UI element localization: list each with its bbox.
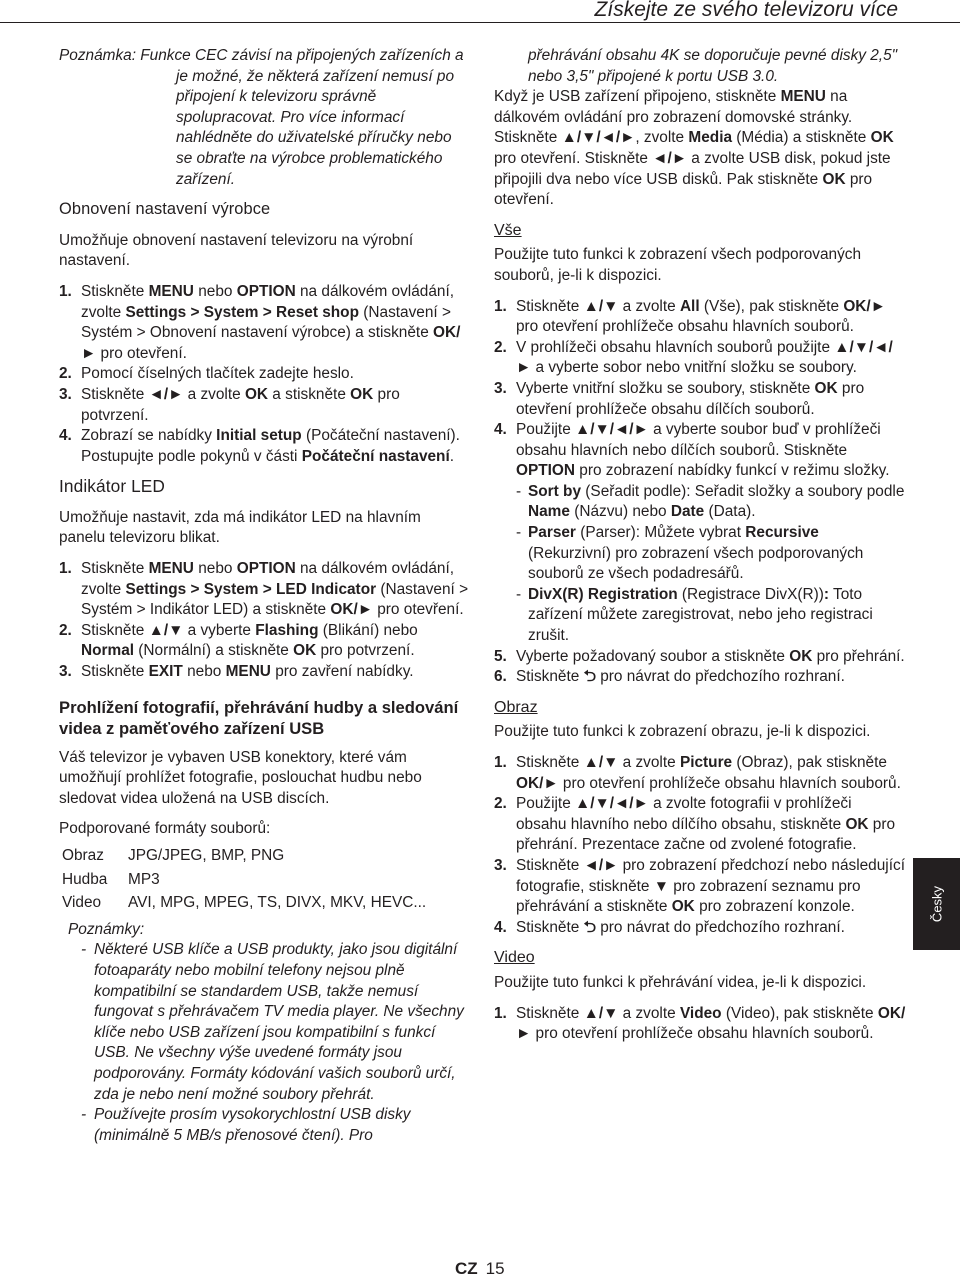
note-text: Některé USB klíče a USB produkty, jako jsou digitální fotoaparáty nebo mobilní telefony nejsou plně kompatibilní se standardem USB, takže nemusí fungovat s přehrávačem TV media player. Ne všechny klíče nebo USB zařízení jsou kompatibilní s funkcí USB. Ne všechny výše uvedené formáty jsou podporovány. Formáty kódování vašich souborů určí, zda je nebo není možné soubory přehrát. (94, 941, 464, 1103)
step-number: 1. (59, 282, 72, 300)
step-item (494, 297, 906, 338)
step-number: 2. (59, 365, 72, 383)
cec-note: Poznámka: Funkce CEC závisí na připojených zařízeních a je možné, že některá zařízení nemusí po připojení k televizoru správně spolupracovat. Pro více informací nahlédněte do uživatelské příručky nebo se obraťte na výrobce problematického zařízení. (59, 47, 464, 188)
step-item (59, 621, 471, 662)
step-item (494, 379, 906, 420)
note-item: - Používejte prosím vysokorychlostní USB disky (minimálně 5 MB/s přenosové čtení). Pro (81, 1105, 471, 1146)
all-steps (494, 297, 906, 482)
step-number: 2. (494, 338, 507, 356)
led-steps (59, 559, 471, 683)
step-text: Zobrazí se nabídky Initial setup (Počáteční nastavení). Postupujte podle pokynů v části Počáteční nastavení. (81, 427, 460, 465)
step-text: V prohlížeči obsahu hlavních souborů použijte ▲/▼/◄/► a vyberte sobor nebo vnitřní složku se soubory. (516, 338, 893, 377)
note-text: Používejte prosím vysokorychlostní USB disky (minimálně 5 MB/s přenosové čtení). Pro (94, 1106, 411, 1144)
step-text: Stiskněte ◄/► a zvolte OK a stiskněte OK pro potvrzení. (81, 385, 400, 424)
page-footer (455, 1259, 505, 1279)
notes-title: Poznámky: (68, 920, 145, 938)
step-item (59, 426, 471, 467)
step-item (494, 667, 906, 688)
step-item (59, 364, 471, 385)
left-column (59, 46, 471, 1146)
formats-table (62, 846, 471, 914)
right-column (494, 46, 906, 1051)
step-number: 6. (494, 668, 507, 686)
format-value: JPG/JPEG, BMP, PNG (128, 847, 285, 864)
option-text: Sort by (Seřadit podle): Seřadit složky a soubory podle Name (Názvu) nebo Date (Data). (528, 482, 905, 521)
step-item (494, 794, 906, 856)
usb-intro: Váš televizor je vybaven USB konektory, které vám umožňují prohlížet fotografie, poslouchat hudbu nebo sledovat videa uložená na USB discích. (59, 748, 422, 807)
all-heading: Vše (494, 221, 522, 239)
step-text: Stiskněte ▲/▼ a zvolte Picture (Obraz), pak stiskněte OK/► pro otevření prohlížeče obsahu hlavních souborů. (516, 754, 901, 792)
step-number: 3. (494, 379, 507, 397)
step-item (59, 559, 471, 621)
option-item: - DivX(R) Registration (Registrace DivX(R)): Toto zařízení můžete zaregistrovat, nebo jeho registraci zrušit. (516, 585, 906, 647)
step-text: Použijte ▲/▼/◄/► a vyberte soubor buď v prohlížeči obsahu hlavních nebo dílčích souborů. Stiskněte OPTION pro zobrazení nabídky funkcí v režimu složky. (516, 421, 890, 480)
formats-label: Podporované formáty souborů: (59, 820, 271, 838)
step-item (59, 385, 471, 426)
note-item: - Některé USB klíče a USB produkty, jako jsou digitální fotoaparáty nebo mobilní telefony nejsou plně kompatibilní se standardem USB, takže nemusí fungovat s přehrávačem TV media player. Ne všechny klíče nebo USB zařízení jsou kompatibilní s funkcí USB. Ne všechny výše uvedené formáty jsou podporovány. Formáty kódování vašich souborů určí, zda je nebo není možné soubory přehrát. (81, 940, 471, 1105)
usb-note-continued: přehrávání obsahu 4K se doporučuje pevné disky 2,5" nebo 3,5" připojené k portu USB 3.0. (528, 47, 898, 85)
reset-heading: Obnovení nastavení výrobce (59, 200, 271, 219)
step-text: Stiskněte ◄/► pro zobrazení předchozí nebo následující fotografie, stiskněte ▼ pro zobrazení seznamu pro přehrávání a stiskněte OK pro zobrazení konzole. (516, 856, 905, 916)
usb-open-instructions: Když je USB zařízení připojeno, stiskněte MENU na dálkovém ovládání pro zobrazení domovské stránky. Stiskněte ▲/▼/◄/►, zvolte Media (Média) a stiskněte OK pro otevření. Stiskněte ◄/► a zvolte USB disk, pokud jste připojili dva nebo více USB disků. Pak stiskněte OK pro otevření. (494, 88, 894, 209)
step-text: Stiskněte MENU nebo OPTION na dálkovém ovládání, zvolte Settings > System > LED Indicator (Nastavení > Systém > Indikátor LED) a stiskněte OK/► pro otevření. (81, 560, 469, 619)
step-number: 1. (59, 560, 72, 578)
led-heading: Indikátor LED (59, 476, 165, 497)
all-options (494, 482, 906, 647)
step-number: 2. (494, 795, 507, 813)
video-heading: Video (494, 949, 535, 967)
language-side-tab (913, 858, 960, 950)
step-text: Stiskněte MENU nebo OPTION na dálkovém ovládání, zvolte Settings > System > Reset shop (Nastavení > Systém > Obnovení nastavení výrobce) a stiskněte OK/► pro otevření. (81, 282, 461, 362)
step-item (494, 1004, 906, 1045)
picture-heading: Obraz (494, 698, 538, 716)
step-text: Stiskněte ⮌ pro návrat do předchozího rozhraní. (516, 918, 845, 936)
format-type: Hudba (62, 870, 108, 888)
step-text: Vyberte požadovaný soubor a stiskněte OK pro přehrání. (516, 647, 905, 665)
led-intro: Umožňuje nastavit, zda má indikátor LED na hlavním panelu televizoru blikat. (59, 508, 421, 547)
step-text: Vyberte vnitřní složku se soubory, stiskněte OK pro otevření prohlížeče obsahu dílčích souborů. (516, 379, 865, 418)
step-item (494, 918, 906, 939)
step-item (59, 282, 471, 364)
step-number: 1. (494, 754, 507, 771)
step-item (494, 753, 906, 794)
step-number: 4. (494, 918, 507, 936)
page-number: 15 (485, 1259, 505, 1278)
format-value: MP3 (128, 870, 160, 888)
picture-intro: Použijte tuto funkci k zobrazení obrazu, je-li k dispozici. (494, 723, 871, 741)
step-text: Pomocí číselných tlačítek zadejte heslo. (81, 365, 354, 383)
step-number: 3. (59, 385, 72, 403)
step-item (494, 338, 906, 379)
format-value: AVI, MPG, MPEG, TS, DIVX, MKV, HEVC... (128, 894, 427, 912)
footer-language-code: CZ (455, 1259, 478, 1278)
step-number: 1. (494, 1004, 507, 1022)
all-steps-final (494, 647, 906, 688)
step-number: 5. (494, 647, 507, 665)
step-number: 1. (494, 297, 507, 315)
option-item: - Parser (Parser): Můžete vybrat Recursive (Rekurzivní) pro zobrazení všech podporovaných souborů ze všech podadresářů. (516, 523, 906, 585)
video-intro: Použijte tuto funkci k přehrávání videa, je-li k dispozici. (494, 973, 867, 991)
reset-steps (59, 282, 471, 467)
option-text: DivX(R) Registration (Registrace DivX(R)): Toto zařízení můžete zaregistrovat, nebo jeho registraci zrušit. (528, 585, 873, 645)
step-item (494, 856, 906, 918)
step-text: Stiskněte ⮌ pro návrat do předchozího rozhraní. (516, 668, 845, 686)
step-text: Použijte ▲/▼/◄/► a zvolte fotografii v prohlížeči obsahu hlavního nebo dílčího obsahu, stiskněte OK pro přehrání. Prezentace začne od zvolené fotografie. (516, 795, 896, 854)
step-text: Stiskněte ▲/▼ a vyberte Flashing (Blikání) nebo Normal (Normální) a stiskněte OK pro potvrzení. (81, 621, 418, 660)
step-number: 4. (59, 427, 72, 445)
step-number: 3. (59, 663, 72, 681)
picture-steps (494, 753, 906, 938)
step-number: 4. (494, 421, 507, 439)
step-number: 3. (494, 856, 507, 874)
all-intro: Použijte tuto funkci k zobrazení všech podporovaných souborů, je-li k dispozici. (494, 246, 862, 284)
video-steps (494, 1004, 906, 1045)
usb-heading: Prohlížení fotografií, přehrávání hudby a sledování videa z paměťového zařízení USB (59, 697, 459, 739)
option-item: - Sort by (Seřadit podle): Seřadit složky a soubory podle Name (Názvu) nebo Date (Data). (516, 482, 906, 523)
step-item (494, 420, 906, 482)
option-text: Parser (Parser): Můžete vybrat Recursive (Rekurzivní) pro zobrazení všech podporovaných souborů ze všech podadresářů. (528, 524, 864, 583)
header-rule (0, 22, 960, 23)
language-tab-label: Česky (929, 885, 944, 923)
reset-intro: Umožňuje obnovení nastavení televizoru na výrobní nastavení. (59, 231, 414, 270)
step-item (59, 662, 471, 683)
step-text: Stiskněte ▲/▼ a zvolte Video (Video), pak stiskněte OK/► pro otevření prohlížeče obsahu hlavních souborů. (516, 1004, 906, 1043)
format-type: Video (62, 894, 102, 912)
step-text: Stiskněte ▲/▼ a zvolte All (Vše), pak stiskněte OK/► pro otevření prohlížeče obsahu hlavních souborů. (516, 297, 886, 336)
step-text: Stiskněte EXIT nebo MENU pro zavření nabídky. (81, 663, 414, 681)
page-header-title: Získejte ze svého televizoru více (594, 0, 898, 21)
step-item (494, 647, 906, 668)
format-type: Obraz (62, 847, 104, 864)
step-number: 2. (59, 621, 72, 639)
